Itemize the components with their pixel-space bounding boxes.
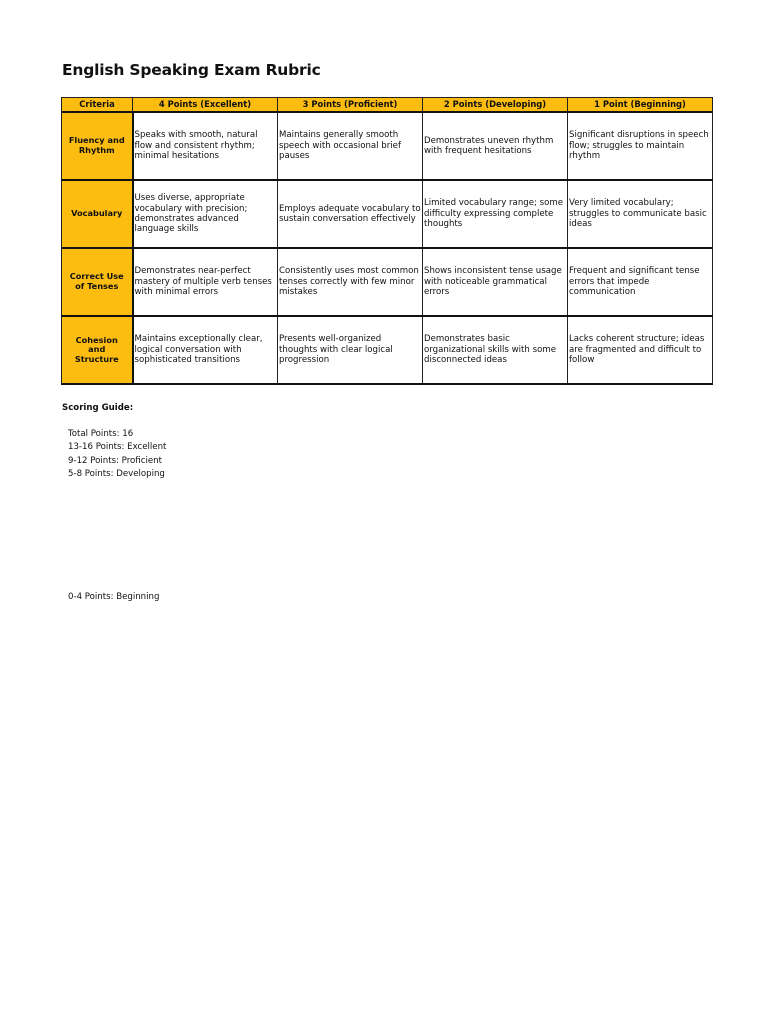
- table-cell: Demonstrates near-perfect mastery of multiple verb tenses with minimal errors: [133, 248, 278, 316]
- table-cell: Employs adequate vocabulary to sustain conversation effectively: [278, 180, 423, 248]
- table-cell: Uses diverse, appropriate vocabulary with precision; demonstrates advanced language skills: [133, 180, 278, 248]
- table-cell: Lacks coherent structure; ideas are fragmented and difficult to follow: [568, 316, 713, 384]
- scoring-line-excellent: 13-16 Points: Excellent: [68, 442, 167, 452]
- criteria-cell: Fluency and Rhythm: [62, 112, 133, 180]
- scoring-line-proficient: 9-12 Points: Proficient: [68, 456, 162, 466]
- table-cell: Limited vocabulary range; some difficulty expressing complete thoughts: [423, 180, 568, 248]
- table-cell: Consistently uses most common tenses correctly with few minor mistakes: [278, 248, 423, 316]
- page-title: English Speaking Exam Rubric: [62, 61, 321, 79]
- scoring-line-total: Total Points: 16: [68, 429, 134, 439]
- table-cell: Frequent and significant tense errors that impede communication: [568, 248, 713, 316]
- table-cell: Maintains generally smooth speech with occasional brief pauses: [278, 112, 423, 180]
- criteria-cell: Cohesion and Structure: [62, 316, 133, 384]
- criteria-cell: Correct Use of Tenses: [62, 248, 133, 316]
- table-cell: Demonstrates basic organizational skills with some disconnected ideas: [423, 316, 568, 384]
- table-row: [62, 248, 713, 316]
- table-cell: Shows inconsistent tense usage with noticeable grammatical errors: [423, 248, 568, 316]
- table-row: [62, 316, 713, 384]
- table-cell: Demonstrates uneven rhythm with frequent hesitations: [423, 112, 568, 180]
- table-row: [62, 180, 713, 248]
- header-1-point: 1 Point (Beginning): [568, 98, 713, 113]
- table-cell: Presents well-organized thoughts with clear logical progression: [278, 316, 423, 384]
- header-4-points: 4 Points (Excellent): [133, 98, 278, 113]
- table-cell: Speaks with smooth, natural flow and consistent rhythm; minimal hesitations: [133, 112, 278, 180]
- rubric-table: [61, 97, 713, 385]
- header-2-points: 2 Points (Developing): [423, 98, 568, 113]
- table-header-row: [62, 98, 713, 113]
- table-cell: Very limited vocabulary; struggles to communicate basic ideas: [568, 180, 713, 248]
- scoring-line-beginning: 0-4 Points: Beginning: [68, 592, 160, 602]
- scoring-line-developing: 5-8 Points: Developing: [68, 469, 165, 479]
- scoring-guide-title: Scoring Guide:: [62, 403, 134, 413]
- header-criteria: Criteria: [62, 98, 133, 113]
- table-cell: Significant disruptions in speech flow; struggles to maintain rhythm: [568, 112, 713, 180]
- table-row: [62, 112, 713, 180]
- table-cell: Maintains exceptionally clear, logical conversation with sophisticated transitions: [133, 316, 278, 384]
- criteria-cell: Vocabulary: [62, 180, 133, 248]
- header-3-points: 3 Points (Proficient): [278, 98, 423, 113]
